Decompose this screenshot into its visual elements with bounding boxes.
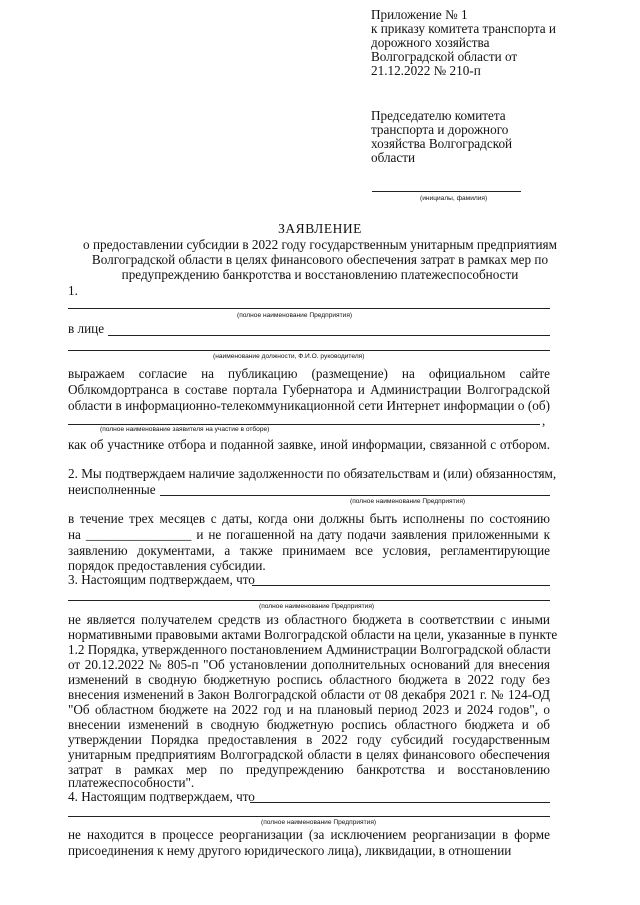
addressee-line: области <box>371 150 416 165</box>
enterprise-caption: (полное наименование Предприятия) <box>237 312 353 319</box>
about-line: как об участнике отбора и поданной заявке, иной информации, связанной с отбором. <box>68 437 550 452</box>
enterprise-name-field-3b[interactable] <box>68 600 550 601</box>
section3-body-line: затрат в рамках мер по предупреждению банкротства и восстановлению <box>68 762 550 777</box>
annex-line: Приложение № 1 <box>371 7 468 22</box>
annex-line: дорожного хозяйства <box>371 35 490 50</box>
applicant-name-field[interactable] <box>68 424 540 425</box>
subtitle-line: Волгоградской области в целях финансового обеспечения затрат в рамках мер по <box>91 252 549 267</box>
enterprise-name-field-3a[interactable] <box>252 585 550 586</box>
annex-line: 21.12.2022 № 210-п <box>371 63 481 78</box>
section4-line: 4. Настоящим подтверждаем, что <box>68 789 255 804</box>
section3-body-line: 1.2 Порядка, утвержденного постановлением Администрации Волгоградской области <box>68 642 551 657</box>
annex-line: к приказу комитета транспорта и <box>371 21 556 36</box>
unfulfilled-label: неисполненные <box>68 482 156 497</box>
subtitle-line: о предоставлении субсидии в 2022 году государственным унитарным предприятиям <box>83 237 557 252</box>
section3-body-line: нормативными правовыми актами Волгоградской области на цели, указанные в пункте <box>68 627 558 642</box>
section1-number: 1. <box>68 283 78 298</box>
head-name-field[interactable] <box>68 350 550 351</box>
document-title: ЗАЯВЛЕНИЕ <box>278 221 362 236</box>
enterprise-caption-3: (полное наименование Предприятия) <box>259 603 375 610</box>
section3-body-line: "Об областном бюджете на 2022 год и на плановый период 2023 и 2024 годов", о <box>68 702 550 717</box>
section2-line: на ________________ и не погашенной на дату подачи заявления приложенными к <box>68 527 550 542</box>
section3-last-line: платежеспособности". <box>68 775 195 790</box>
enterprise-name-field-2[interactable] <box>160 495 550 496</box>
section3-body-line: изменений в сводную бюджетную роспись областного бюджета в 2022 году без <box>68 672 550 687</box>
head-caption: (наименование должности, Ф.И.О. руководителя) <box>213 353 365 360</box>
section3-body-line: от 20.12.2022 № 805-п "Об установлении дополнительных оснований для внесения <box>68 657 550 672</box>
section2-last-line: порядок предоставления субсидии. <box>68 558 266 573</box>
addressee-line: транспорта и дорожного <box>371 122 509 137</box>
section3-body-line: внесении изменений в сводную бюджетную роспись областного бюджета и об <box>68 717 550 732</box>
section4-body-line: не находится в процессе реорганизации (за исключением реорганизации в форме <box>68 827 550 842</box>
section3-body-line: внесения изменений в Закон Волгоградской области от 08 декабря 2021 г. № 124-ОД <box>68 687 550 702</box>
consent-line: области в информационно-телекоммуникационной сети Интернет информации о (об) <box>68 398 550 413</box>
section2-line: 2. Мы подтверждаем наличие задолженности по обязательствам и (или) обязанностям, <box>68 466 557 481</box>
comma: , <box>542 413 546 428</box>
addressee-line: Председателю комитета <box>371 108 506 123</box>
enterprise-name-field-4b[interactable] <box>68 816 550 817</box>
consent-line: выражаем согласие на публикацию (размещение) на официальном сайте <box>68 366 550 381</box>
section3-body-line: унитарным предприятиям Волгоградской области в целях финансового обеспечения <box>68 747 550 762</box>
in-person-label: в лице <box>68 321 105 336</box>
section4-body-line: присоединения к нему другого юридического лица), ликвидации, в отношении <box>68 843 512 858</box>
section2-line: заявлению документами, а также принимаем все условия, регламентирующие <box>68 543 550 558</box>
signature-line[interactable] <box>372 191 521 192</box>
enterprise-name-field[interactable] <box>68 308 550 309</box>
addressee-line: хозяйства Волгоградской <box>371 136 513 151</box>
enterprise-name-field-4a[interactable] <box>250 802 550 803</box>
signature-caption: (инициалы, фамилия) <box>420 195 488 202</box>
enterprise-caption-4: (полное наименование Предприятия) <box>261 819 377 826</box>
section2-line: в течение трех месяцев с даты, когда они должны быть исполнены по состоянию <box>68 511 550 526</box>
section3-body-line: утверждении Порядка предоставления в 2022 году субсидий государственным <box>68 732 550 747</box>
annex-line: Волгоградской области от <box>371 49 518 64</box>
section3-body-line: не является получателем средств из областного бюджета в соответствии с иными <box>68 612 550 627</box>
enterprise-caption-2: (полное наименование Предприятия) <box>350 498 466 505</box>
section3-line: 3. Настоящим подтверждаем, что <box>68 572 255 587</box>
representative-field[interactable] <box>108 335 550 336</box>
consent-line: Облкомдортранса в составе портала Губернатора и Администрации Волгоградской <box>68 382 550 397</box>
applicant-caption: (полное наименование заявителя на участие в отборе) <box>100 426 270 433</box>
subtitle-line: предупреждению банкротства и восстановлению платежеспособности <box>121 267 519 282</box>
